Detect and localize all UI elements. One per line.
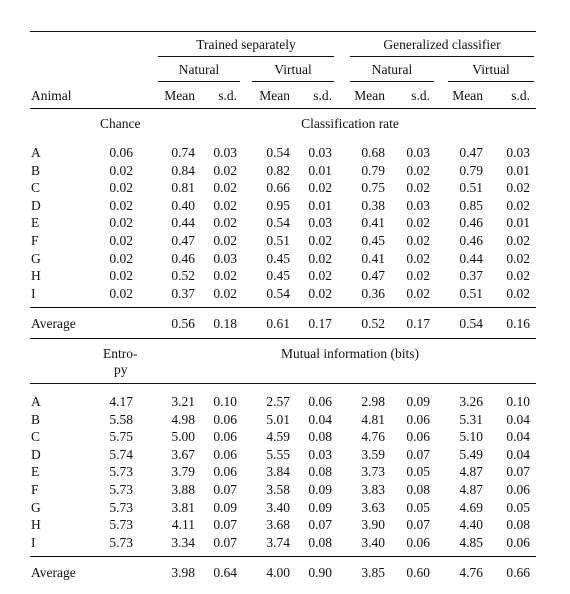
sd-cell: 0.02 <box>406 233 430 248</box>
mean-cell: 0.54 <box>266 215 290 231</box>
mutual-information-label: Mutual information (bits) <box>281 346 419 361</box>
sd-cell: 0.02 <box>308 250 332 266</box>
header-rule <box>30 108 536 109</box>
sd-cell: 0.02 <box>308 233 332 248</box>
sd-cell: 0.06 <box>308 394 332 409</box>
sd-cell: 0.07 <box>213 517 237 533</box>
sd-cell: 0.08 <box>308 534 332 550</box>
sd-cell: 0.03 <box>308 215 332 231</box>
mean-cell: 4.87 <box>459 464 483 480</box>
baseline-cell: 0.02 <box>109 250 133 266</box>
sd-cell: 0.02 <box>213 197 237 213</box>
sd-cell: 0.08 <box>308 429 332 445</box>
mean-cell: 3.74 <box>266 534 290 550</box>
sd-cell: 0.02 <box>406 250 430 266</box>
sd-cell: 0.03 <box>308 446 332 462</box>
sd-cell: 0.04 <box>506 411 530 427</box>
sd-cell: 0.02 <box>213 180 237 196</box>
section2-label-rule <box>30 383 536 384</box>
subheader-natural-generalized: Natural <box>371 62 413 77</box>
mean-cell: 3.26 <box>459 394 483 409</box>
column-header-mean: Mean <box>452 88 483 103</box>
mean-cell: 4.85 <box>459 534 483 550</box>
mean-cell: 0.75 <box>361 180 385 196</box>
sd-cell: 0.18 <box>213 316 237 331</box>
sd-cell: 0.08 <box>308 464 332 480</box>
sd-cell: 0.06 <box>506 534 530 550</box>
mean-cell: 0.74 <box>171 145 195 160</box>
mean-cell: 0.47 <box>361 268 385 284</box>
mean-cell: 0.36 <box>361 285 385 301</box>
column-header-mean: Mean <box>164 88 195 103</box>
mean-cell: 3.34 <box>171 534 195 550</box>
mean-cell: 0.38 <box>361 197 385 213</box>
baseline-cell: 5.73 <box>109 464 133 480</box>
column-header-animal: Animal <box>31 88 72 103</box>
entropy-label-line2: py <box>114 362 128 377</box>
mean-cell: 0.41 <box>361 250 385 266</box>
mean-cell: 3.40 <box>361 534 385 550</box>
mean-cell: 3.79 <box>171 464 195 480</box>
sd-cell: 0.08 <box>506 517 530 533</box>
mean-cell: 0.84 <box>171 162 195 178</box>
mean-cell: 0.54 <box>266 285 290 301</box>
sd-cell: 0.09 <box>308 499 332 515</box>
mean-cell: 3.81 <box>171 499 195 515</box>
sd-cell: 0.02 <box>406 162 430 178</box>
group-rule-trained <box>158 56 334 57</box>
animal-cell: G <box>31 250 41 266</box>
mean-cell: 0.54 <box>459 316 483 331</box>
mean-cell: 0.45 <box>266 268 290 284</box>
mean-cell: 3.63 <box>361 499 385 515</box>
mean-cell: 0.51 <box>459 285 483 301</box>
mean-cell: 4.98 <box>171 411 195 427</box>
mean-cell: 2.98 <box>361 394 385 409</box>
sd-cell: 0.09 <box>213 499 237 515</box>
mean-cell: 3.58 <box>266 482 290 497</box>
mean-cell: 4.11 <box>171 517 195 533</box>
sd-cell: 0.01 <box>308 162 332 178</box>
mean-cell: 0.95 <box>266 197 290 213</box>
mean-cell: 0.46 <box>171 250 195 266</box>
mean-cell: 3.85 <box>361 565 385 580</box>
mean-cell: 0.85 <box>459 197 483 213</box>
section1-average-rule <box>30 307 536 308</box>
sd-cell: 0.04 <box>506 446 530 462</box>
sd-cell: 0.02 <box>308 268 332 284</box>
sd-cell: 0.02 <box>506 180 530 196</box>
column-header-mean: Mean <box>259 88 290 103</box>
top-rule <box>30 31 536 32</box>
sd-cell: 0.07 <box>213 534 237 550</box>
sd-cell: 0.06 <box>213 446 237 462</box>
sd-cell: 0.05 <box>406 499 430 515</box>
baseline-cell: 0.02 <box>109 197 133 213</box>
sd-cell: 0.05 <box>406 464 430 480</box>
sd-cell: 0.05 <box>506 499 530 515</box>
mean-cell: 4.76 <box>361 429 385 445</box>
mean-cell: 0.66 <box>266 180 290 196</box>
animal-cell: H <box>31 517 41 533</box>
sd-cell: 0.10 <box>213 394 237 409</box>
mean-cell: 0.45 <box>361 233 385 248</box>
sd-cell: 0.02 <box>406 285 430 301</box>
baseline-cell: 5.73 <box>109 499 133 515</box>
group-rule-generalized <box>350 56 534 57</box>
sd-cell: 0.64 <box>213 565 237 580</box>
animal-cell: E <box>31 215 40 231</box>
column-header-sd: s.d. <box>218 88 237 103</box>
mean-cell: 0.45 <box>266 250 290 266</box>
mean-cell: 3.90 <box>361 517 385 533</box>
sd-cell: 0.02 <box>308 285 332 301</box>
subheader-natural-trained: Natural <box>178 62 220 77</box>
mean-cell: 0.68 <box>361 145 385 160</box>
mean-cell: 5.10 <box>459 429 483 445</box>
mean-cell: 4.59 <box>266 429 290 445</box>
mean-cell: 3.68 <box>266 517 290 533</box>
sub-rule-4 <box>448 81 534 82</box>
column-header-mean: Mean <box>354 88 385 103</box>
baseline-cell: 5.73 <box>109 517 133 533</box>
baseline-cell: 5.73 <box>109 534 133 550</box>
animal-cell: G <box>31 499 41 515</box>
sub-rule-2 <box>252 81 334 82</box>
sd-cell: 0.02 <box>406 215 430 231</box>
subheader-virtual-trained: Virtual <box>274 62 312 77</box>
baseline-cell: 4.17 <box>109 394 133 409</box>
sd-cell: 0.04 <box>308 411 332 427</box>
animal-cell: D <box>31 446 41 462</box>
sd-cell: 0.02 <box>213 215 237 231</box>
sub-rule-3 <box>350 81 434 82</box>
mean-cell: 3.88 <box>171 482 195 497</box>
baseline-cell: 0.02 <box>109 233 133 248</box>
sd-cell: 0.06 <box>406 429 430 445</box>
sd-cell: 0.07 <box>406 517 430 533</box>
mean-cell: 4.81 <box>361 411 385 427</box>
sd-cell: 0.02 <box>506 268 530 284</box>
sd-cell: 0.66 <box>506 565 530 580</box>
baseline-cell: 0.02 <box>109 162 133 178</box>
animal-cell: I <box>31 285 36 301</box>
sd-cell: 0.03 <box>506 145 530 160</box>
animal-cell: A <box>31 394 41 409</box>
sd-cell: 0.03 <box>213 250 237 266</box>
baseline-cell: 5.74 <box>109 446 133 462</box>
column-header-sd: s.d. <box>511 88 530 103</box>
subheader-virtual-generalized: Virtual <box>472 62 510 77</box>
sd-cell: 0.06 <box>406 534 430 550</box>
mean-cell: 5.55 <box>266 446 290 462</box>
mean-cell: 0.37 <box>459 268 483 284</box>
mean-cell: 3.98 <box>171 565 195 580</box>
sd-cell: 0.07 <box>308 517 332 533</box>
sd-cell: 0.04 <box>506 429 530 445</box>
baseline-cell: 5.58 <box>109 411 133 427</box>
mean-cell: 3.73 <box>361 464 385 480</box>
mean-cell: 4.76 <box>459 565 483 580</box>
sd-cell: 0.17 <box>406 316 430 331</box>
mean-cell: 0.56 <box>171 316 195 331</box>
group-header-trained-separately: Trained separately <box>196 37 296 52</box>
sd-cell: 0.08 <box>406 482 430 497</box>
mean-cell: 3.59 <box>361 446 385 462</box>
chance-label: Chance <box>100 116 141 131</box>
sd-cell: 0.02 <box>308 180 332 196</box>
mean-cell: 0.51 <box>459 180 483 196</box>
baseline-cell: 0.02 <box>109 268 133 284</box>
classification-rate-label: Classification rate <box>301 116 399 131</box>
sd-cell: 0.06 <box>213 411 237 427</box>
animal-cell: F <box>31 233 39 248</box>
group-header-generalized-classifier: Generalized classifier <box>383 37 501 52</box>
mean-cell: 5.01 <box>266 411 290 427</box>
mean-cell: 0.81 <box>171 180 195 196</box>
sd-cell: 0.02 <box>506 233 530 248</box>
sd-cell: 0.02 <box>506 197 530 213</box>
animal-cell: D <box>31 197 41 213</box>
sd-cell: 0.10 <box>506 394 530 409</box>
baseline-cell: 0.06 <box>109 145 133 160</box>
animal-cell: H <box>31 268 41 284</box>
mean-cell: 5.00 <box>171 429 195 445</box>
mean-cell: 4.00 <box>266 565 290 580</box>
sd-cell: 0.01 <box>308 197 332 213</box>
mean-cell: 0.47 <box>171 233 195 248</box>
sd-cell: 0.02 <box>406 268 430 284</box>
mean-cell: 0.54 <box>266 145 290 160</box>
animal-cell: B <box>31 162 41 178</box>
sd-cell: 0.09 <box>308 482 332 497</box>
animal-cell: E <box>31 464 40 480</box>
mean-cell: 0.51 <box>266 233 290 248</box>
mean-cell: 0.46 <box>459 215 483 231</box>
mean-cell: 0.52 <box>361 316 385 331</box>
sd-cell: 0.17 <box>308 316 332 331</box>
sd-cell: 0.03 <box>406 197 430 213</box>
mean-cell: 5.31 <box>459 411 483 427</box>
sd-cell: 0.02 <box>213 233 237 248</box>
mean-cell: 0.37 <box>171 285 195 301</box>
sd-cell: 0.03 <box>308 145 332 160</box>
sd-cell: 0.02 <box>506 250 530 266</box>
sd-cell: 0.01 <box>506 162 530 178</box>
sd-cell: 0.16 <box>506 316 530 331</box>
column-header-sd: s.d. <box>411 88 430 103</box>
mean-cell: 0.44 <box>171 215 195 231</box>
mean-cell: 3.84 <box>266 464 290 480</box>
sd-cell: 0.06 <box>213 429 237 445</box>
mean-cell: 3.21 <box>171 394 195 409</box>
sd-cell: 0.06 <box>506 482 530 497</box>
sd-cell: 0.02 <box>213 268 237 284</box>
baseline-cell: 5.75 <box>109 429 133 445</box>
sd-cell: 0.02 <box>213 162 237 178</box>
sd-cell: 0.07 <box>506 464 530 480</box>
sd-cell: 0.07 <box>406 446 430 462</box>
animal-cell: C <box>31 429 41 445</box>
mean-cell: 3.83 <box>361 482 385 497</box>
mean-cell: 4.69 <box>459 499 483 515</box>
mean-cell: 0.46 <box>459 233 483 248</box>
sd-cell: 0.02 <box>506 285 530 301</box>
sd-cell: 0.09 <box>406 394 430 409</box>
mean-cell: 5.49 <box>459 446 483 462</box>
mean-cell: 3.40 <box>266 499 290 515</box>
mean-cell: 4.87 <box>459 482 483 497</box>
sd-cell: 0.60 <box>406 565 430 580</box>
entropy-label-line1: Entro- <box>103 346 138 361</box>
animal-cell: I <box>31 534 36 550</box>
mean-cell: 0.41 <box>361 215 385 231</box>
column-header-sd: s.d. <box>313 88 332 103</box>
mean-cell: 3.67 <box>171 446 195 462</box>
animal-cell: Average <box>31 316 76 331</box>
animal-cell: A <box>31 145 41 160</box>
sd-cell: 0.90 <box>308 565 332 580</box>
mean-cell: 0.44 <box>459 250 483 266</box>
sd-cell: 0.01 <box>506 215 530 231</box>
baseline-cell: 5.73 <box>109 482 133 497</box>
sd-cell: 0.03 <box>406 145 430 160</box>
sd-cell: 0.02 <box>406 180 430 196</box>
mean-cell: 0.79 <box>361 162 385 178</box>
animal-cell: Average <box>31 565 76 580</box>
animal-cell: F <box>31 482 39 497</box>
baseline-cell: 0.02 <box>109 215 133 231</box>
animal-cell: B <box>31 411 41 427</box>
sub-rule-1 <box>158 81 240 82</box>
sd-cell: 0.07 <box>213 482 237 497</box>
sd-cell: 0.02 <box>213 285 237 301</box>
mean-cell: 0.61 <box>266 316 290 331</box>
mean-cell: 0.52 <box>171 268 195 284</box>
mean-cell: 0.82 <box>266 162 290 178</box>
mean-cell: 0.79 <box>459 162 483 178</box>
sd-cell: 0.06 <box>406 411 430 427</box>
sd-cell: 0.03 <box>213 145 237 160</box>
mean-cell: 0.40 <box>171 197 195 213</box>
animal-cell: C <box>31 180 41 196</box>
mean-cell: 4.40 <box>459 517 483 533</box>
sd-cell: 0.06 <box>213 464 237 480</box>
section2-average-rule <box>30 556 536 557</box>
mean-cell: 0.47 <box>459 145 483 160</box>
mean-cell: 2.57 <box>266 394 290 409</box>
baseline-cell: 0.02 <box>109 285 133 301</box>
section-divider-rule <box>30 338 536 339</box>
baseline-cell: 0.02 <box>109 180 133 196</box>
